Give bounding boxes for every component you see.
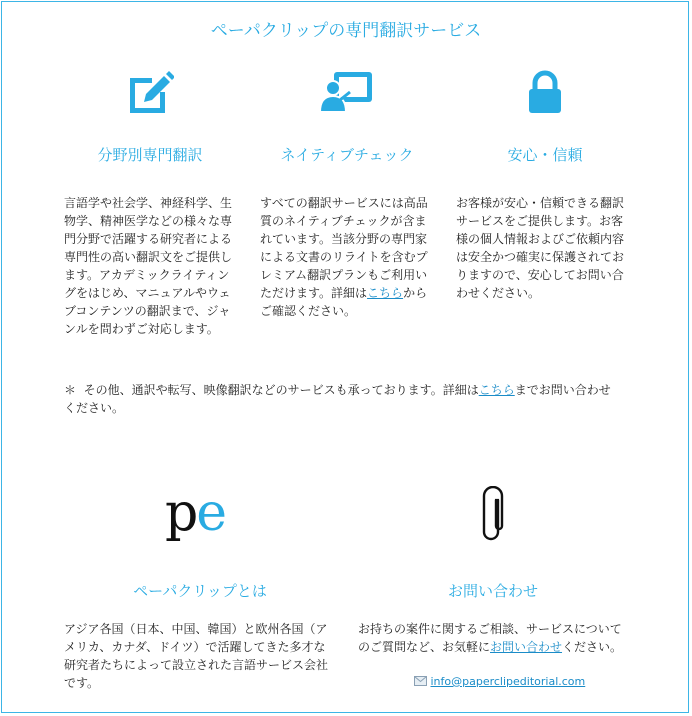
other-services-link[interactable]: こちら [478,383,515,397]
text-line: ください。 [64,401,125,415]
text-line: 様の個人情報およびご依頼内容 [456,232,625,246]
text-line: わせください。 [456,286,541,300]
email-row [414,675,585,688]
text-line: レミアム翻訳プランもご利用い [260,268,428,282]
service-title: 分野別専門翻訳 [97,146,203,164]
text-line: ます。アカデミックライティン [64,268,230,282]
text-line: 専門性の高い翻訳文をご提供し [64,250,233,264]
page-title: ペーパクリップの専門翻訳サービス [210,21,482,41]
about-description [64,620,350,692]
paperclip-icon [478,486,508,548]
service-native-check [266,68,428,164]
text-segment: までお問い合わせ [514,383,611,397]
text-segment: のご質問など、お気軽に [358,640,491,654]
text-line [358,638,648,656]
service-title: 安心・信頼 [507,146,583,164]
service-description [456,194,646,302]
text-line: お持ちの案件に関するご相談、サービスについて [358,622,622,636]
text-line [64,381,644,399]
contact-link[interactable]: お問い合わせ [490,640,563,654]
details-link[interactable]: こちら [367,286,404,300]
service-description [260,194,450,320]
text-line: すべての翻訳サービスには高品 [260,196,428,210]
text-segment: その他、通訳や転写、映像翻訳などのサービスも承っております。詳細は [83,383,479,397]
contact-title: お問い合わせ [447,582,538,600]
text-line: 言語学や社会学、神経科学、生 [64,196,233,210]
about-title: ペーパクリップとは [133,582,267,600]
edit-icon [80,68,220,116]
envelope-icon [414,675,431,688]
service-specialized-translation [80,68,220,164]
text-line: サービスをご提供します。お客 [456,214,624,228]
text-line: お客様が安心・信頼できる翻訳 [456,196,625,210]
text-line: です。 [64,676,100,690]
text-line: 物学、精神医学などの様々な専 [64,214,233,228]
lock-icon [470,68,620,116]
text-line [260,284,450,302]
text-line: アジア各国（日本、中国、韓国）と欧州各国（ア [64,622,328,636]
text-line: は安全かつ確実に保護されてお [456,250,625,264]
text-line: 研究者たちによって設立された言語サービス会社 [64,658,329,672]
native-check-icon [266,68,428,116]
email-link[interactable]: info@paperclipeditorial.com [430,675,586,688]
text-line: による文書のリライトを含むプ [260,250,428,264]
other-services-note [64,381,644,417]
service-title: ネイティブチェック [280,146,414,164]
text-line: メリカ、カナダ、ドイツ）で活躍してきた多才な [64,640,326,654]
text-line: ブコンテンツの翻訳まで、ジャ [64,304,231,318]
text-line: ご確認ください。 [260,304,357,318]
service-description [64,194,254,338]
contact-description [358,620,648,656]
text-line: りますので、安心してお問い合 [456,268,624,282]
text-line: れています。当該分野の専門家 [260,232,428,246]
text-line: 門分野で活躍する研究者による [64,232,233,246]
asterisk-mark: ＊ [64,383,77,397]
text-segment: から [403,286,428,300]
text-segment: ただけます。詳細は [260,286,368,300]
service-security [470,68,620,164]
company-logo: pe [165,483,226,543]
text-segment: ください。 [562,640,623,654]
text-line: 質のネイティブチェックが含ま [260,214,427,228]
text-line: ンルを問わずご対応します。 [64,322,219,336]
text-line: グをはじめ、マニュアルやウェ [64,286,231,300]
